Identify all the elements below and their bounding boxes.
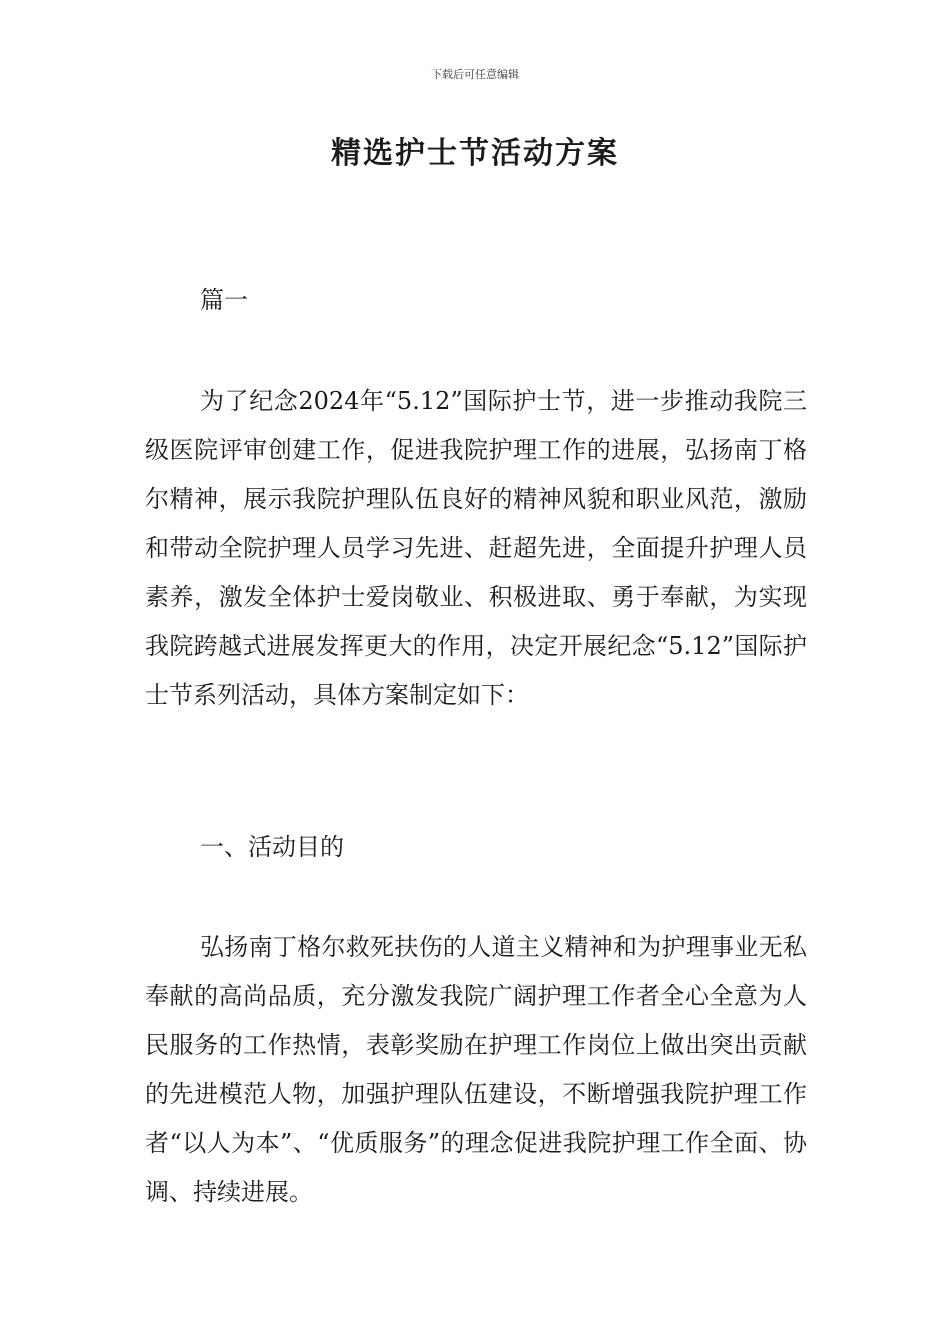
section-heading-purpose: 一、活动目的 bbox=[200, 833, 344, 861]
intro-paragraph: 为了纪念2024年“5.12”国际护士节，进一步推动我院三级医院评审创建工作，促进我院护理工作的进展，弘扬南丁格尔精神，展示我院护理队伍良好的精神风貌和职业风范，激励和带动全院护理人员学习先进、赶超先进，全面提升护理人员素养，激发全体护士爱岗敬业、积极进取、勇于奉献，为实现我院跨越式进展发挥更大的作用，决定开展纪念“5.12”国际护士节系列活动，具体方案制定如下： bbox=[145, 387, 807, 709]
part-label: 篇一 bbox=[200, 286, 248, 314]
page-header-note: 下载后可任意编辑 bbox=[431, 68, 519, 81]
section-paragraph-purpose: 弘扬南丁格尔救死扶伤的人道主义精神和为护理事业无私奉献的高尚品质，充分激发我院广阔护理工作者全心全意为人民服务的工作热情，表彰奖励在护理工作岗位上做出突出贡献的先进模范人物，加强护理队伍建设，不断增强我院护理工作者“以人为本”、“优质服务”的理念促进我院护理工作全面、协调、持续进展。 bbox=[145, 933, 807, 1206]
document-title: 精选护士节活动方案 bbox=[331, 136, 619, 171]
